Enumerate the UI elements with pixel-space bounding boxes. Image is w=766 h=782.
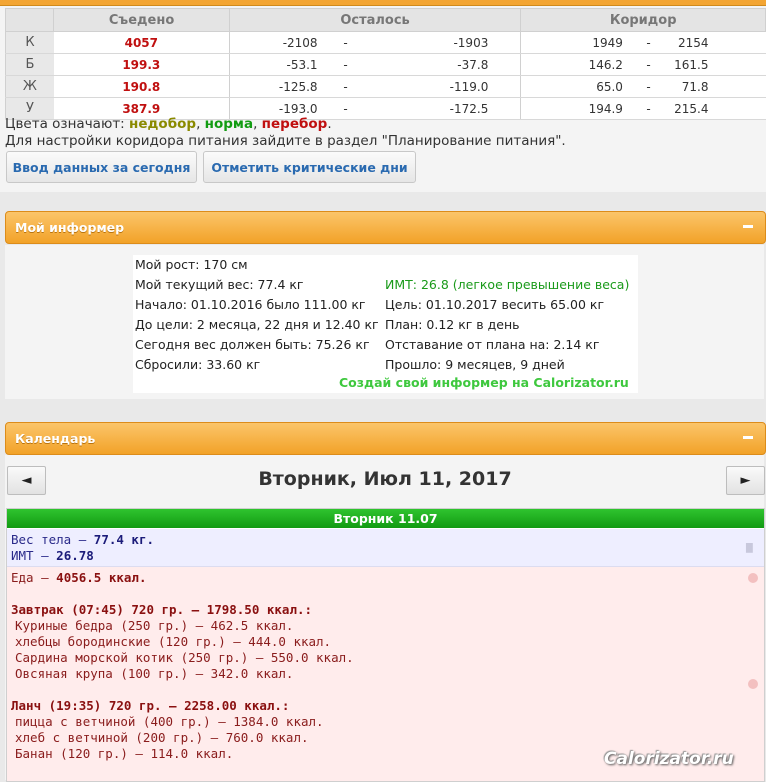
header-left: Осталось — [229, 9, 521, 32]
row-label: К — [6, 32, 54, 54]
legend-sep: , — [253, 116, 258, 132]
corridor-hint: Для настройки коридора питания зайдите в раздел "Планирование питания". — [5, 133, 566, 149]
day-entry-card — [6, 508, 765, 782]
food-total-line — [11, 570, 146, 585]
table-row — [6, 32, 766, 54]
informer-goal: Цель: 01.10.2017 весить 65.00 кг — [385, 297, 605, 312]
bmi-label: ИМТ — — [11, 548, 49, 563]
meal-item: Банан (120 гр.) — 114.0 ккал. — [15, 746, 234, 761]
weight-informer — [133, 255, 638, 393]
table-row — [6, 54, 766, 76]
legend-norm: норма — [204, 116, 254, 132]
calendar-panel-header[interactable] — [5, 422, 766, 455]
row-label: У — [6, 98, 54, 120]
day-header: Вторник 11.07 — [7, 509, 764, 528]
left-max: -119.0 — [372, 76, 520, 98]
dash: - — [319, 32, 373, 54]
header-eaten: Съедено — [54, 9, 229, 32]
informer-lost: Сбросили: 33.60 кг — [135, 357, 261, 372]
left-min: -125.8 — [229, 76, 318, 98]
meal-item: пицца с ветчиной (400 гр.) — 1384.0 ккал. — [15, 714, 324, 729]
legend-line — [5, 116, 566, 133]
nutrition-table — [5, 8, 766, 120]
informer-panel-header[interactable] — [5, 211, 766, 244]
meal-item: Куриные бедра (250 гр.) — 462.5 ккал. — [15, 618, 294, 633]
dash: - — [624, 98, 673, 120]
meal-item: Овсяная крупа (100 гр.) — 342.0 ккал. — [15, 666, 294, 681]
row-label: Б — [6, 54, 54, 76]
corridor-min: 146.2 — [521, 54, 624, 76]
prev-day-button[interactable] — [7, 466, 46, 495]
corridor-min: 194.9 — [521, 98, 624, 120]
triangle-left-icon: ◄ — [21, 473, 32, 488]
bmi-value: 26.78 — [56, 548, 94, 563]
weight-label: Вес тела — — [11, 532, 87, 547]
informer-to-goal: До цели: 2 месяца, 22 дня и 12.40 кг — [135, 317, 379, 332]
corridor-max: 215.4 — [673, 98, 765, 120]
row-label: Ж — [6, 76, 54, 98]
left-min: -193.0 — [229, 98, 318, 120]
weight-section[interactable] — [7, 529, 764, 567]
legend-over: перебор — [261, 116, 328, 132]
legend-under: недобор — [129, 116, 197, 132]
weight-line — [11, 532, 154, 547]
informer-promo-link[interactable]: Создай свой информер на Calorizator.ru — [339, 375, 629, 390]
apple-icon[interactable] — [748, 573, 758, 583]
lunch-header: Ланч (19:35) 720 гр. — 2258.00 ккал.: — [11, 698, 290, 713]
eaten-value: 4057 — [54, 32, 229, 54]
color-legend — [5, 116, 566, 150]
food-label: Еда — — [11, 570, 49, 585]
nutrition-table-header — [6, 9, 766, 32]
collapse-icon[interactable] — [743, 436, 753, 439]
informer-behind: Отставание от плана на: 2.14 кг — [385, 337, 600, 352]
eaten-value: 190.8 — [54, 76, 229, 98]
calendar-date: Вторник, Июл 11, 2017 — [258, 468, 512, 490]
dash: - — [319, 98, 373, 120]
enter-today-button[interactable]: Ввод данных за сегодня — [6, 151, 197, 183]
legend-sep: , — [196, 116, 201, 132]
triangle-right-icon: ► — [740, 473, 751, 488]
header-corridor: Коридор — [521, 9, 766, 32]
left-max: -1903 — [372, 32, 520, 54]
legend-prefix: Цвета означают: — [5, 116, 125, 132]
informer-plan: План: 0.12 кг в день — [385, 317, 520, 332]
header-blank — [6, 9, 54, 32]
informer-start: Начало: 01.10.2016 было 111.00 кг — [135, 297, 366, 312]
eaten-value: 199.3 — [54, 54, 229, 76]
collapse-icon[interactable] — [743, 225, 753, 228]
informer-should-weigh: Сегодня вес должен быть: 75.26 кг — [135, 337, 370, 352]
corridor-max: 161.5 — [673, 54, 765, 76]
food-total: 4056.5 ккал. — [56, 570, 147, 585]
informer-title: Мой информер — [15, 220, 125, 235]
site-watermark: Calorizator.ru — [604, 749, 734, 769]
legend-end: . — [327, 116, 332, 132]
corridor-max: 2154 — [673, 32, 765, 54]
calendar-title: Календарь — [15, 431, 96, 446]
corridor-max: 71.8 — [673, 76, 765, 98]
informer-bmi: ИМТ: 26.8 (легкое превышение веса) — [385, 277, 630, 292]
weight-value: 77.4 кг. — [93, 532, 155, 547]
breakfast-header: Завтрак (07:45) 720 гр. — 1798.50 ккал.: — [11, 602, 313, 617]
left-max: -37.8 — [372, 54, 520, 76]
eaten-value: 387.9 — [54, 98, 229, 120]
left-min: -2108 — [229, 32, 318, 54]
dash: - — [624, 32, 673, 54]
dash: - — [319, 76, 373, 98]
left-min: -53.1 — [229, 54, 318, 76]
meal-item: Сардина морской котик (250 гр.) — 550.0 ккал. — [15, 650, 354, 665]
left-max: -172.5 — [372, 98, 520, 120]
dash: - — [624, 54, 673, 76]
dash: - — [319, 54, 373, 76]
apple-icon[interactable] — [748, 679, 758, 689]
table-row — [6, 76, 766, 98]
informer-current-weight: Мой текущий вес: 77.4 кг — [135, 277, 304, 292]
corridor-min: 65.0 — [521, 76, 624, 98]
dash: - — [624, 76, 673, 98]
informer-passed: Прошло: 9 месяцев, 9 дней — [385, 357, 565, 372]
scale-icon[interactable]: ▆ — [746, 540, 753, 553]
meal-item: хлеб с ветчиной (200 гр.) — 760.0 ккал. — [15, 730, 309, 745]
mark-critical-days-button[interactable]: Отметить критические дни — [203, 151, 416, 183]
informer-height: Мой рост: 170 см — [135, 257, 248, 272]
bmi-line — [11, 548, 94, 563]
next-day-button[interactable] — [726, 466, 765, 495]
corridor-min: 1949 — [521, 32, 624, 54]
meal-item: хлебцы бородинские (120 гр.) — 444.0 ккал. — [15, 634, 332, 649]
